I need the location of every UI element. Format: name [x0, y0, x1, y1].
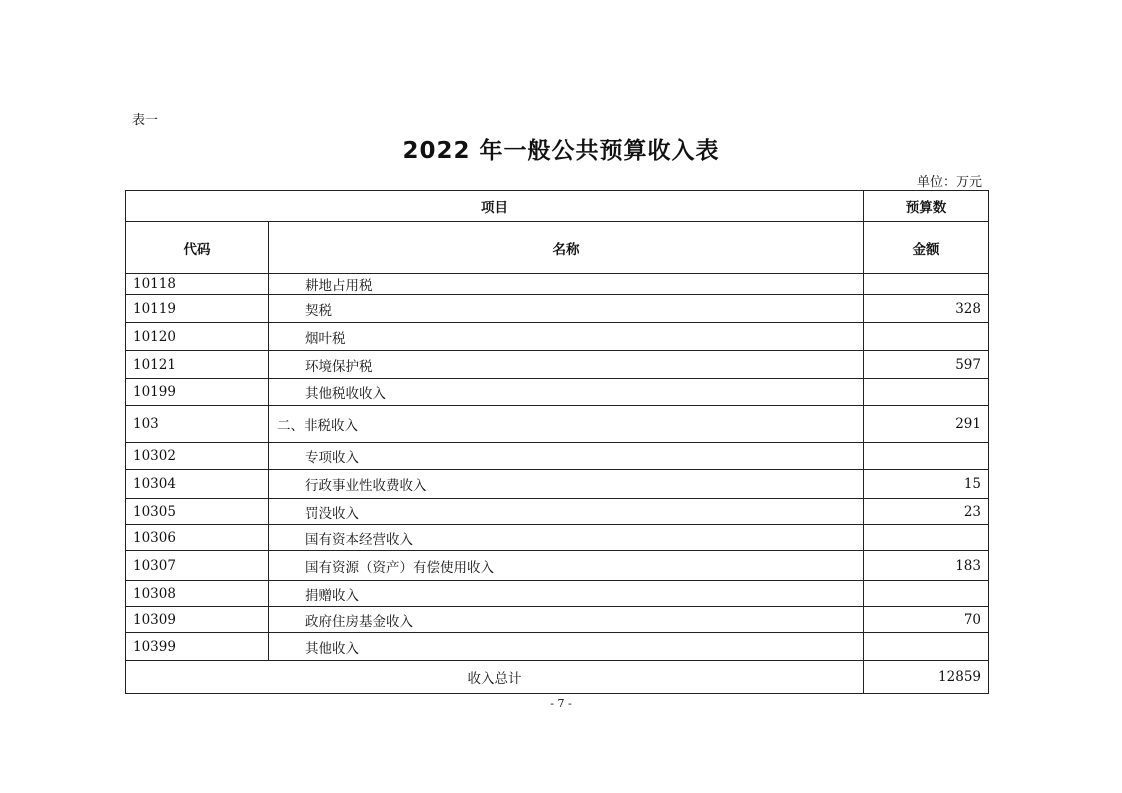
table-row	[126, 379, 989, 406]
row-amount	[864, 443, 989, 470]
table-row	[126, 323, 989, 351]
row-amount	[864, 323, 989, 351]
table-row	[126, 274, 989, 295]
row-code: 10307	[126, 551, 269, 581]
row-code: 10118	[126, 274, 269, 295]
row-amount: 15	[864, 470, 989, 499]
table-row	[126, 406, 989, 443]
table-row	[126, 525, 989, 551]
header-name: 名称	[269, 222, 864, 274]
header-amount: 金额	[864, 222, 989, 274]
table-row	[126, 295, 989, 323]
row-amount	[864, 525, 989, 551]
header-project: 项目	[126, 191, 864, 222]
row-name: 捐赠收入	[269, 581, 864, 607]
row-name: 国有资本经营收入	[269, 525, 864, 551]
page-number: - 7 -	[550, 697, 572, 710]
row-name: 其他收入	[269, 633, 864, 661]
row-name: 烟叶税	[269, 323, 864, 351]
row-name: 契税	[269, 295, 864, 323]
row-amount: 23	[864, 499, 989, 525]
row-code: 10305	[126, 499, 269, 525]
row-amount: 183	[864, 551, 989, 581]
row-amount	[864, 633, 989, 661]
header-code: 代码	[126, 222, 269, 274]
row-name: 环境保护税	[269, 351, 864, 379]
table-label: 表一	[132, 113, 159, 128]
total-label: 收入总计	[126, 661, 864, 694]
table-row	[126, 633, 989, 661]
row-code: 10309	[126, 607, 269, 633]
header-budget: 预算数	[864, 191, 989, 222]
table-row	[126, 351, 989, 379]
row-amount: 70	[864, 607, 989, 633]
row-amount	[864, 379, 989, 406]
unit-label: 单位：万元	[916, 175, 982, 190]
table-row	[126, 581, 989, 607]
budget-table	[125, 190, 989, 694]
total-amount: 12859	[864, 661, 989, 694]
row-code: 10199	[126, 379, 269, 406]
table-row	[126, 470, 989, 499]
row-name: 行政事业性收费收入	[269, 470, 864, 499]
row-code: 10302	[126, 443, 269, 470]
row-code: 10306	[126, 525, 269, 551]
row-name: 其他税收收入	[269, 379, 864, 406]
row-code: 10121	[126, 351, 269, 379]
row-name: 国有资源（资产）有偿使用收入	[269, 551, 864, 581]
row-code: 10308	[126, 581, 269, 607]
row-name: 耕地占用税	[269, 274, 864, 295]
table-row	[126, 499, 989, 525]
row-name: 政府住房基金收入	[269, 607, 864, 633]
row-amount: 328	[864, 295, 989, 323]
row-name: 专项收入	[269, 443, 864, 470]
table-row	[126, 551, 989, 581]
row-name: 二、非税收入	[269, 406, 864, 443]
row-code: 10304	[126, 470, 269, 499]
row-code: 10120	[126, 323, 269, 351]
table-row	[126, 443, 989, 470]
row-amount	[864, 274, 989, 295]
row-code: 103	[126, 406, 269, 443]
table-row	[126, 607, 989, 633]
row-name: 罚没收入	[269, 499, 864, 525]
page-title: 2022 年一般公共预算收入表	[402, 138, 720, 164]
row-amount: 291	[864, 406, 989, 443]
row-amount	[864, 581, 989, 607]
row-code: 10119	[126, 295, 269, 323]
total-row	[126, 661, 989, 694]
row-amount: 597	[864, 351, 989, 379]
row-code: 10399	[126, 633, 269, 661]
